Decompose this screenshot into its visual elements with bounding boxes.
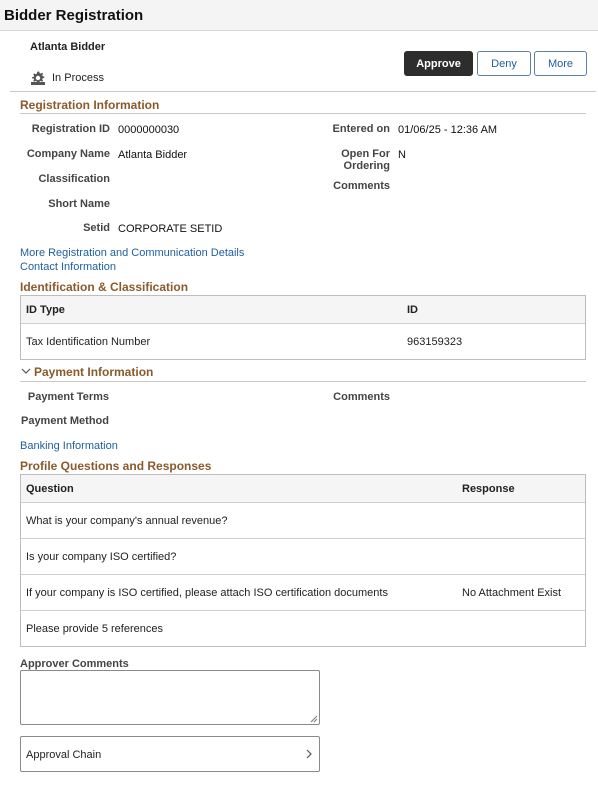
short-name-label: Short Name [48,198,110,210]
table-row [21,502,585,538]
open-for-ordering-value: N [398,149,406,161]
response-cell: No Attachment Exist [462,586,562,599]
question-cell: Please provide 5 references [26,622,163,635]
id-cell: 963159323 [407,335,463,348]
section-divider [20,113,586,114]
question-cell: If your company is ISO certified, please attach ISO certification documents [26,586,388,599]
payment-terms-label: Payment Terms [27,391,109,403]
identification-grid [20,295,586,360]
open-for-ordering-label-line2: Ordering [343,160,390,172]
chevron-down-icon[interactable] [21,367,31,375]
profile-section-title: Profile Questions and Responses [20,459,212,473]
approver-comments-input[interactable] [20,670,320,725]
payment-method-label: Payment Method [20,415,109,427]
process-gear-icon [30,70,46,86]
approval-chain-button[interactable] [20,736,320,772]
classification-label: Classification [38,173,110,185]
column-header-id-type: ID Type [26,303,65,316]
column-header-question: Question [26,482,74,495]
id-type-cell: Tax Identification Number [26,335,151,348]
approver-comments-label: Approver Comments [20,658,129,670]
page-title: Bidder Registration [4,7,144,24]
contact-information-link[interactable]: Contact Information [20,261,116,273]
grid-header-row [21,475,585,502]
table-row [21,323,585,359]
approval-chain-label: Approval Chain [26,749,102,761]
registration-id-label: Registration ID [31,123,110,135]
entered-on-label: Entered on [332,123,390,135]
more-button[interactable]: More [534,51,587,76]
setid-label: Setid [83,222,110,234]
resize-handle-icon[interactable] [310,715,318,723]
section-divider [20,381,586,382]
question-cell: Is your company ISO certified? [26,550,177,563]
table-row [21,610,585,646]
open-for-ordering-label-line1: Open For [341,148,390,160]
bidder-name: Atlanta Bidder [30,41,106,53]
question-cell: What is your company's annual revenue? [26,514,228,527]
column-header-response: Response [462,482,515,495]
registration-section-title: Registration Information [20,98,160,112]
registration-id-value: 0000000030 [118,124,180,136]
table-row [21,538,585,574]
company-name-label: Company Name [26,148,110,160]
setid-value: CORPORATE SETID [118,223,223,235]
deny-button[interactable]: Deny [477,51,531,76]
company-name-value: Atlanta Bidder [118,149,188,161]
more-registration-details-link[interactable]: More Registration and Communication Details [20,247,245,259]
approve-button[interactable]: Approve [404,51,473,76]
banking-information-link[interactable]: Banking Information [20,440,118,452]
payment-comments-label: Comments [333,391,390,403]
comments-label: Comments [333,180,390,192]
table-row [21,574,585,610]
identification-section-title: Identification & Classification [20,280,189,294]
chevron-right-icon [305,747,313,761]
column-header-id: ID [407,303,418,316]
entered-on-value: 01/06/25 - 12:36 AM [398,124,498,136]
profile-grid [20,474,586,647]
page-header [0,0,598,31]
status-text: In Process [52,72,104,84]
payment-section-title[interactable]: Payment Information [34,365,154,379]
grid-header-row [21,296,585,323]
